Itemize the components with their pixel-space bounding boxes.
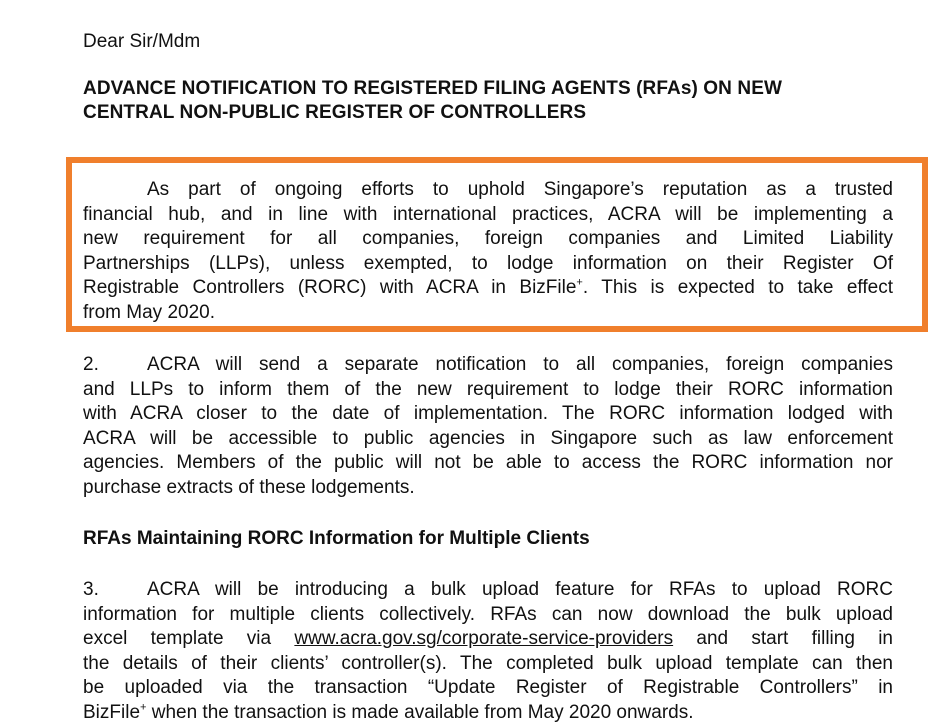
greeting: Dear Sir/Mdm bbox=[83, 31, 201, 52]
section-subheading: RFAs Maintaining RORC Information for Multiple Clients bbox=[83, 528, 590, 549]
title-line-2: CENTRAL NON-PUBLIC REGISTER OF CONTROLLERS bbox=[83, 102, 587, 123]
paragraph-2 bbox=[83, 353, 893, 500]
paragraph-3-line: BizFile+ when the transaction is made available from May 2020 onwards. bbox=[83, 701, 694, 723]
paragraph-1 bbox=[83, 178, 893, 325]
paragraph-2-line: 2. ACRA will send a separate notification to all companies, foreign companies bbox=[83, 353, 893, 378]
paragraph-1-line: Registrable Controllers (RORC) with ACRA in BizFile+. This is expected to take effect bbox=[83, 276, 893, 298]
title-line-1: ADVANCE NOTIFICATION TO REGISTERED FILING AGENTS (RFAs) ON NEW bbox=[83, 78, 783, 99]
letter-title bbox=[83, 77, 903, 125]
paragraph-1-line: Partnerships (LLPs), unless exempted, to lodge information on their Register Of bbox=[83, 252, 893, 274]
paragraph-3-line: information for multiple clients collectively. RFAs can now download the bulk upload bbox=[83, 603, 893, 625]
paragraph-number: 3. bbox=[83, 579, 99, 600]
paragraph-3-line: excel template via www.acra.gov.sg/corporate-service-providers and start filling in bbox=[83, 628, 893, 649]
paragraph-3-line: the details of their clients’ controller(s). The completed bulk upload template can then bbox=[83, 652, 893, 674]
paragraph-2-line: agencies. Members of the public will not be able to access the RORC information nor bbox=[83, 452, 893, 473]
paragraph-2-line: ACRA will be accessible to public agencies in Singapore such as law enforcement bbox=[83, 427, 893, 449]
paragraph-1-line: As part of ongoing efforts to uphold Singapore’s reputation as a trusted bbox=[147, 179, 893, 200]
paragraph-2-line: with ACRA closer to the date of implementation. The RORC information lodged with bbox=[83, 403, 893, 424]
paragraph-number: 2. bbox=[83, 354, 99, 375]
paragraph-2-line: purchase extracts of these lodgements. bbox=[83, 476, 415, 498]
paragraph-3-line: 3. ACRA will be introducing a bulk upload feature for RFAs to upload RORC bbox=[83, 578, 893, 603]
paragraph-3-line: be uploaded via the transaction “Update Register of Registrable Controllers” in bbox=[83, 677, 893, 698]
acra-csp-link[interactable]: www.acra.gov.sg/corporate-service-providers bbox=[294, 628, 674, 649]
paragraph-1-line: new requirement for all companies, foreign companies and Limited Liability bbox=[83, 228, 893, 249]
paragraph-1-line: from May 2020. bbox=[83, 301, 215, 323]
paragraph-2-line: and LLPs to inform them of the new requirement to lodge their RORC information bbox=[83, 378, 893, 400]
paragraph-1-line: financial hub, and in line with international practices, ACRA will be implementing a bbox=[83, 203, 893, 225]
paragraph-3 bbox=[83, 578, 893, 725]
